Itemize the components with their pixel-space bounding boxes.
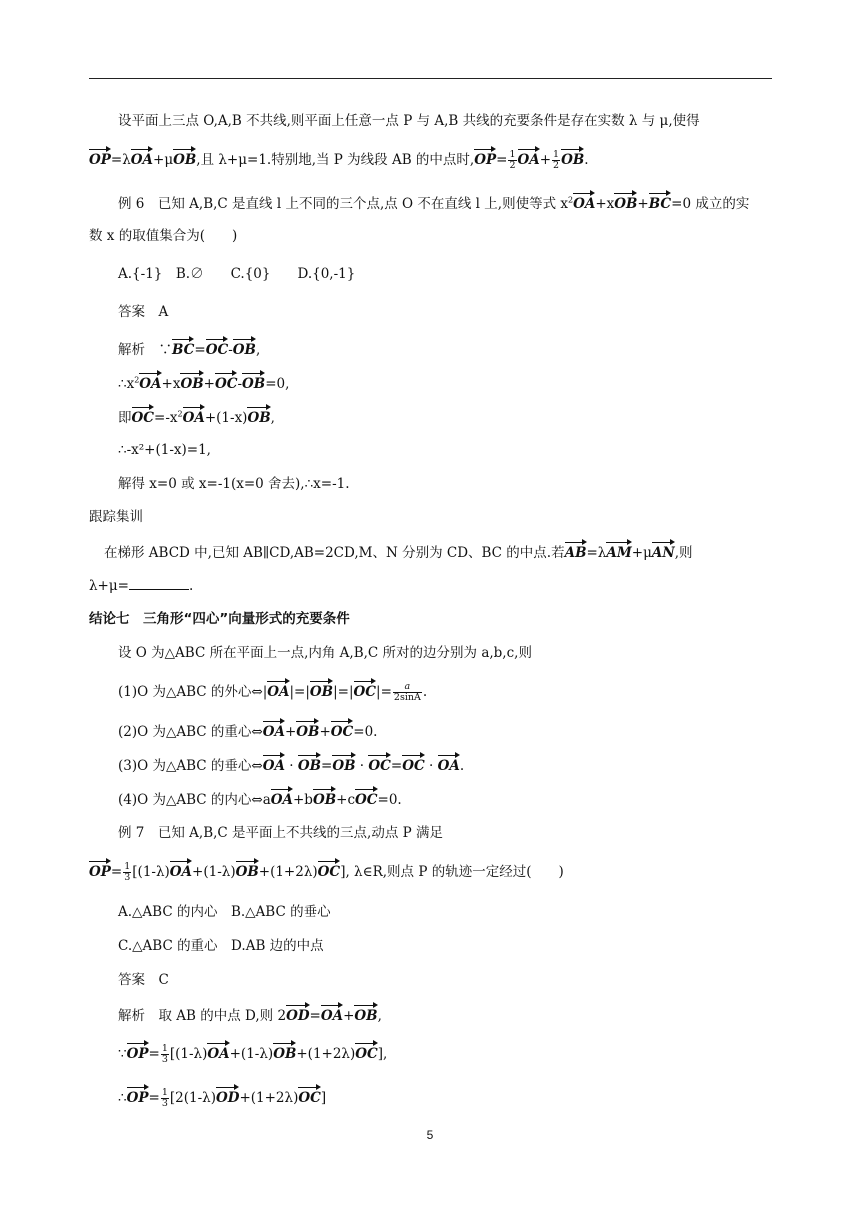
section-heading: 结论七 三角形“四心”向量形式的充要条件 [89,611,350,627]
example-6-stem: 例 6 已知 A,B,C 是直线 l 上不同的三个点,点 O 不在直线 l 上,则使等式 $x^2OA+xOB+BC=0$ 成立的实 [118,192,749,214]
exercise-blank-line: λ+μ= . [89,578,194,594]
example-6-answer: 答案 A [118,304,169,320]
fraction: $\frac{1}{2}$ [509,149,516,171]
exercise-stem: 在梯形 ABCD 中,已知 AB∥CD,AB=2CD,M、N 分别为 CD、BC 的中点.若AB=λAM+μAN,则 [104,541,693,563]
fraction: $\frac{a}{2\sin A}$ [393,681,421,703]
example-7-options: A.△ABC 的内心 B.△ABC 的垂心 [118,904,331,920]
condition-orthocenter: (3)O 为△ABC 的垂心⇔OA · OB=OB · OC=OC · OA. [118,754,464,776]
page-number: 5 [426,1128,434,1142]
fraction: $\frac{1}{3}$ [124,861,131,883]
example-7-stem: 例 7 已知 A,B,C 是平面上不共线的三点,动点 P 满足 [118,825,444,841]
solution-line: 解析 ∵BC=OC-OB, [118,338,260,360]
condition-circumcenter: (1)O 为△ABC 的外心⇔|OA|=|OB|=|OC|= $\frac{a}{2\sin A}$ . [118,681,428,703]
condition-centroid: (2)O 为△ABC 的重心⇔OA+OB+OC=0. [118,720,377,742]
text-line: 设平面上三点 O,A,B 不共线,则平面上任意一点 P 与 A,B 共线的充要条件是存在实数 λ 与 μ,使得 [118,113,700,129]
formula-line: OP= $\frac{1}{3}$ [(1-λ)OA+(1-λ)OB+(1+2λ)OC], λ∈R,则点 P 的轨迹一定经过( ) [89,861,564,883]
text-line: 数 x 的取值集合为( ) [89,228,238,244]
solution-line: $\therefore x^2OA+xOB+OC-OB=0$, [118,372,289,394]
section-label: 跟踪集训 [89,509,143,525]
formula-line: OP=λOA+μOB,且 λ+μ=1.特别地,当 P 为线段 AB 的中点时,OP= $\frac{1}{2}$ OA+ $\frac{1}{2}$ OB. [89,149,589,171]
solution-line: ∵OP= $\frac{1}{3}$ [(1-λ)OA+(1-λ)OB+(1+2λ)OC], [118,1043,388,1065]
text-line: 设 O 为△ABC 所在平面上一点,内角 A,B,C 所对的边分别为 a,b,c,则 [118,645,532,661]
solution-line: 即$OC=-x^2OA+(1-x)OB$, [118,406,275,428]
fraction: $\frac{1}{3}$ [161,1043,168,1065]
solution-line: ∴OP= $\frac{1}{3}$ [2(1-λ)OD+(1+2λ)OC] [118,1087,327,1109]
example-7-answer: 答案 C [118,972,169,988]
condition-incenter: (4)O 为△ABC 的内心⇔aOA+bOB+cOC=0. [118,788,402,810]
fraction: $\frac{1}{3}$ [161,1087,168,1109]
example-7-options: C.△ABC 的重心 D.AB 边的中点 [118,938,324,954]
solution-line: 解析 取 AB 的中点 D,则 2OD=OA+OB, [118,1004,382,1026]
solution-line: ∴-x²+(1-x)=1, [118,442,211,458]
answer-blank[interactable] [129,577,189,590]
solution-line: 解得 x=0 或 x=-1(x=0 舍去),∴x=-1. [118,476,350,492]
example-6-options: A.{-1} B.∅ C.{0} D.{0,-1} [118,266,356,282]
fraction: $\frac{1}{2}$ [553,149,560,171]
header-rule [89,78,772,79]
